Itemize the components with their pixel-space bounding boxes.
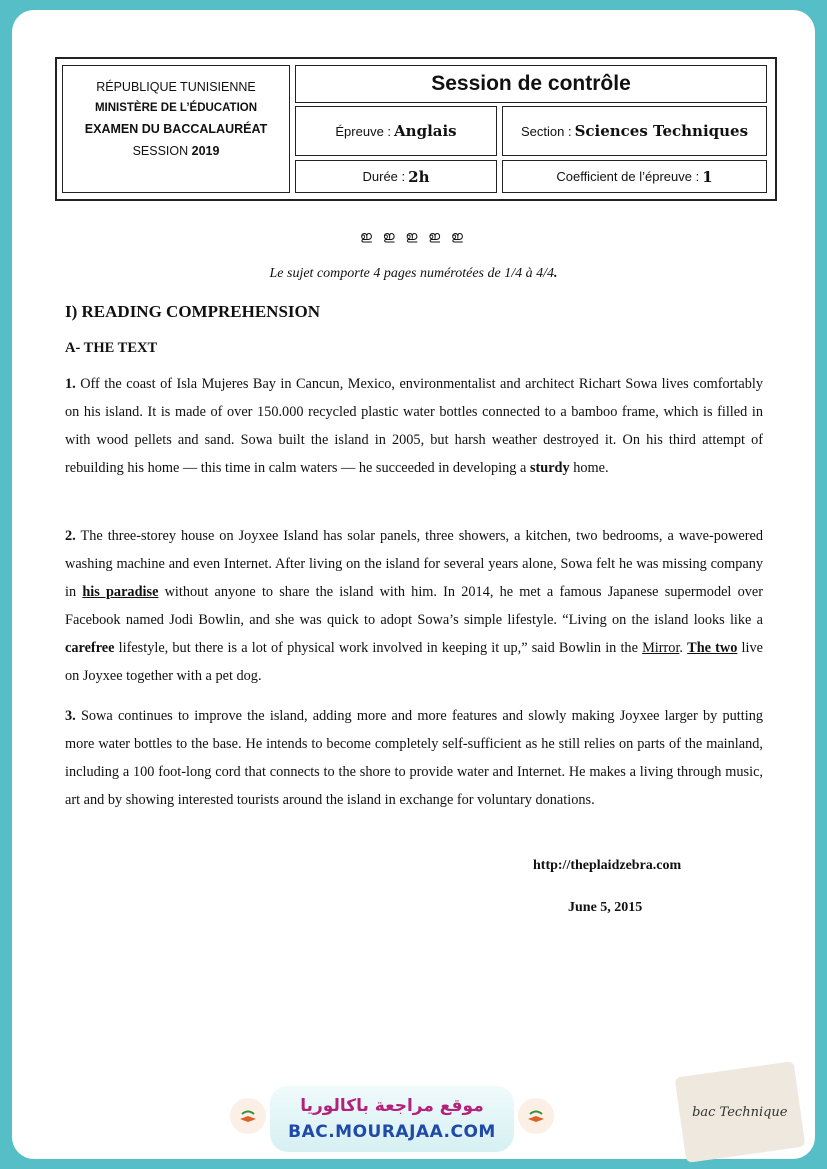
subject-note-text: Le sujet comporte 4 pages numérotées de 1/4 à 4/4 (269, 266, 554, 281)
site-banner[interactable] (270, 1086, 514, 1152)
coef-cell (502, 160, 767, 193)
paragraph-text: home. (569, 460, 609, 476)
republic-label: RÉPUBLIQUE TUNISIENNE (96, 80, 256, 94)
site-logo-left (230, 1098, 266, 1134)
badge-text: bac Technique (692, 1104, 788, 1120)
ornament-divider: ഇ ഇ ഇ ഇ ഇ (360, 229, 467, 243)
source-date: June 5, 2015 (568, 900, 643, 915)
session-label: SESSION (132, 144, 189, 158)
keyword-sturdy: sturdy (529, 460, 570, 476)
banner-url[interactable]: BAC.MOURAJAA.COM (288, 1122, 496, 1142)
subsection-heading: A- THE TEXT (65, 340, 158, 356)
exam-label: EXAMEN DU BACCALAURÉAT (84, 122, 268, 136)
paragraph-text: Off the coast of Isla Mujeres Bay in Cancun, Mexico, environmentalist and architect Richart Sowa lives comfortably on his island. It is made of over 150.000 recycled plastic water bottles connected to a bamboo frame, which is filled in with wood pellets and sand. Sowa built the island in 2005, but harsh weather destroyed it. On his third attempt of rebuilding his home — this time in calm waters — he succeeded in developing a (65, 376, 763, 476)
exam-header (55, 57, 777, 201)
section-label: Section : (520, 123, 572, 139)
paragraph-text: lifestyle, but there is a lot of physical work involved in keeping it up,” said Bowlin in the (114, 640, 643, 656)
epreuve-label: Épreuve : (335, 123, 392, 139)
paragraph-2 (65, 522, 763, 690)
section-value: Sciences Techniques (574, 122, 749, 140)
paragraph-text: The three-storey house on Joyxee Island has solar panels, three showers, a kitchen, two bedrooms, a wave-powered washing machine and even Internet. After living on the island for several years alone, Sowa felt he was missing company in (65, 528, 763, 600)
book-icon (525, 1105, 547, 1127)
coef-value: 1 (702, 167, 713, 186)
subject-note (0, 266, 827, 282)
paragraph-text: . (679, 640, 688, 656)
paragraph-number: 3. (65, 708, 76, 724)
epreuve-value: Anglais (394, 122, 457, 140)
ministry-label: MINISTÈRE DE L’ÉDUCATION (94, 102, 258, 114)
banner-arabic-title: موقع مراجعة باكالوريا (300, 1096, 484, 1116)
paragraph-3 (65, 702, 763, 814)
paragraph-number: 2. (65, 528, 76, 544)
section-heading: I) READING COMPREHENSION (65, 302, 321, 321)
subject-note-end: . (554, 266, 558, 281)
paragraph-number: 1. (65, 376, 76, 392)
paragraph-1 (65, 370, 763, 482)
paragraph-text: live on Joyxee together with a pet dog. (65, 640, 763, 684)
reference-mirror: Mirror (642, 640, 680, 656)
source-url: http://theplaidzebra.com (533, 858, 682, 873)
paragraph-text: Sowa continues to improve the island, adding more and more features and slowly making Joyxee larger by putting more water bottles to the base. He intends to become completely self-sufficient as he still relies on parts of the mainland, including a 100 foot-long cord that connects to the shore to provide water and Internet. He makes a living through music, art and by showing interested tourists around the island in exchange for voluntary donations. (65, 708, 763, 808)
session-year: 2019 (191, 144, 220, 158)
bac-technique-badge (675, 1061, 806, 1163)
duree-value: 2h (408, 167, 430, 186)
duree-label: Durée : (362, 169, 406, 184)
site-logo-right (518, 1098, 554, 1134)
section-cell (502, 106, 767, 156)
reference-his-paradise: his paradise (82, 584, 159, 600)
epreuve-cell (295, 106, 497, 156)
coef-label: Coefficient de l’épreuve : (556, 169, 700, 184)
header-identity-box (62, 65, 290, 193)
duree-cell (295, 160, 497, 193)
reference-the-two: The two (687, 640, 738, 656)
book-icon (237, 1105, 259, 1127)
exam-title: Session de contrôle (295, 65, 767, 103)
session-line (63, 144, 289, 159)
keyword-carefree: carefree (65, 640, 115, 656)
paragraph-text: without anyone to share the island with him. In 2014, he met a famous Japanese supermodel over Facebook named Jodi Bowlin, and she was quick to adopt Sowa’s simple lifestyle. “Living on the island looks like a (65, 584, 763, 628)
